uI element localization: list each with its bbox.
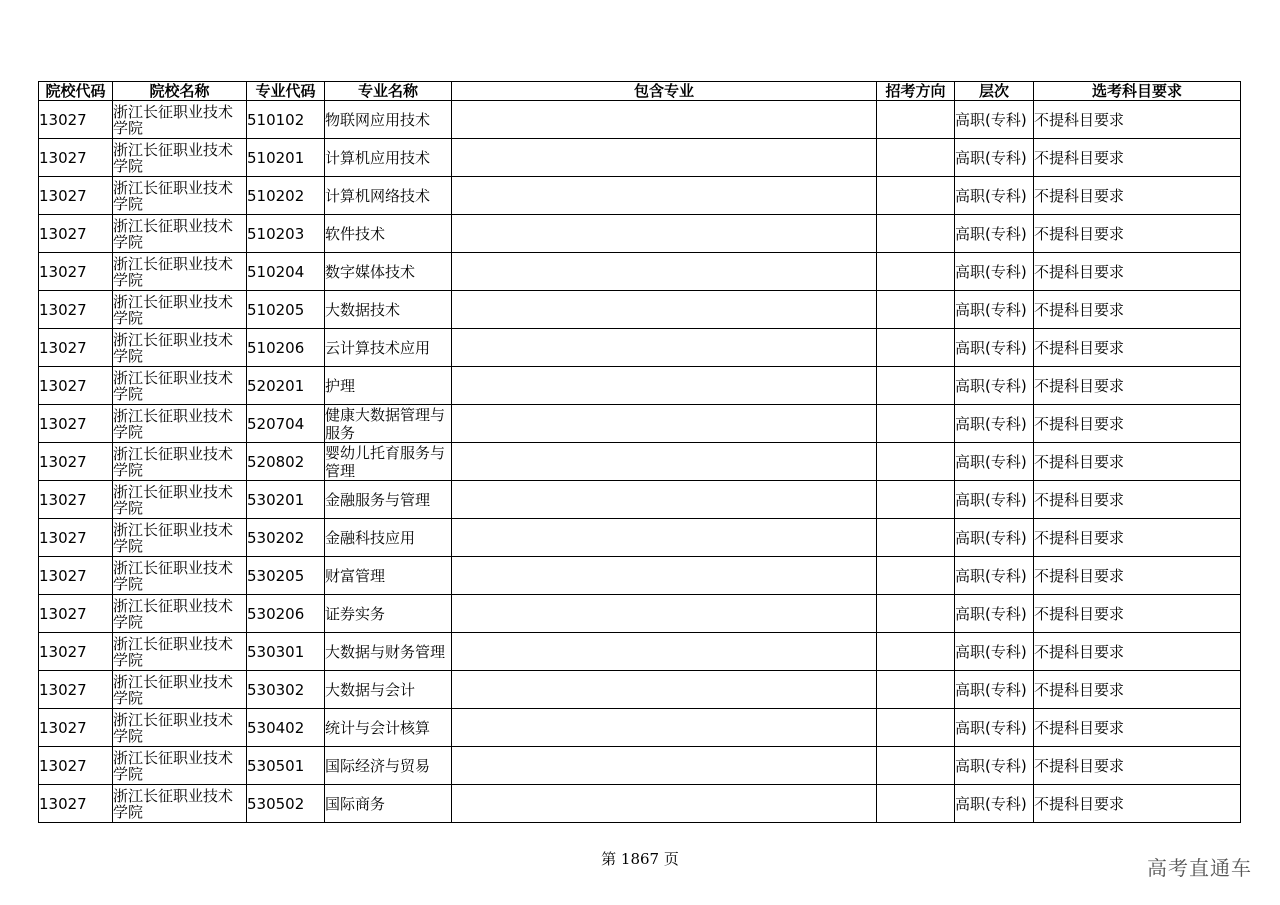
subject-requirement-cell: 不提科目要求 xyxy=(1034,709,1241,747)
school-name-cell: 浙江长征职业技术学院 xyxy=(113,253,247,291)
table-row xyxy=(39,367,1241,405)
school-code-cell: 13027 xyxy=(39,291,113,329)
school-name-cell: 浙江长征职业技术学院 xyxy=(113,557,247,595)
included-majors-cell xyxy=(452,101,877,139)
direction-cell xyxy=(877,671,955,709)
major-code-cell: 530501 xyxy=(247,747,325,785)
major-code-cell: 510205 xyxy=(247,291,325,329)
table-row xyxy=(39,177,1241,215)
school-code-cell: 13027 xyxy=(39,557,113,595)
major-name-cell: 婴幼儿托育服务与管理 xyxy=(325,443,452,481)
included-majors-cell xyxy=(452,329,877,367)
included-majors-cell xyxy=(452,633,877,671)
table-row xyxy=(39,709,1241,747)
subject-requirement-cell: 不提科目要求 xyxy=(1034,747,1241,785)
subject-requirement-cell: 不提科目要求 xyxy=(1034,481,1241,519)
table-row xyxy=(39,139,1241,177)
school-name-cell: 浙江长征职业技术学院 xyxy=(113,747,247,785)
school-code-cell: 13027 xyxy=(39,671,113,709)
major-name-cell: 大数据与会计 xyxy=(325,671,452,709)
included-majors-cell xyxy=(452,557,877,595)
level-cell: 高职(专科) xyxy=(955,709,1034,747)
major-code-cell: 530302 xyxy=(247,671,325,709)
level-cell: 高职(专科) xyxy=(955,101,1034,139)
included-majors-cell xyxy=(452,139,877,177)
school-code-cell: 13027 xyxy=(39,177,113,215)
major-name-cell: 物联网应用技术 xyxy=(325,101,452,139)
major-name-cell: 国际商务 xyxy=(325,785,452,823)
subject-requirement-cell: 不提科目要求 xyxy=(1034,177,1241,215)
subject-requirement-cell: 不提科目要求 xyxy=(1034,785,1241,823)
direction-cell xyxy=(877,481,955,519)
school-code-cell: 13027 xyxy=(39,481,113,519)
major-code-cell: 520201 xyxy=(247,367,325,405)
direction-cell xyxy=(877,329,955,367)
major-code-cell: 510102 xyxy=(247,101,325,139)
school-code-cell: 13027 xyxy=(39,519,113,557)
school-name-cell: 浙江长征职业技术学院 xyxy=(113,443,247,481)
major-name-cell: 证券实务 xyxy=(325,595,452,633)
direction-cell xyxy=(877,557,955,595)
major-code-cell: 530301 xyxy=(247,633,325,671)
major-code-cell: 530202 xyxy=(247,519,325,557)
level-cell: 高职(专科) xyxy=(955,519,1034,557)
included-majors-cell xyxy=(452,519,877,557)
level-cell: 高职(专科) xyxy=(955,595,1034,633)
major-name-cell: 云计算技术应用 xyxy=(325,329,452,367)
major-name-cell: 金融服务与管理 xyxy=(325,481,452,519)
school-name-cell: 浙江长征职业技术学院 xyxy=(113,595,247,633)
header-direction: 招考方向 xyxy=(877,82,955,101)
level-cell: 高职(专科) xyxy=(955,671,1034,709)
direction-cell xyxy=(877,291,955,329)
admissions-table xyxy=(38,81,1241,823)
subject-requirement-cell: 不提科目要求 xyxy=(1034,633,1241,671)
subject-requirement-cell: 不提科目要求 xyxy=(1034,557,1241,595)
school-name-cell: 浙江长征职业技术学院 xyxy=(113,177,247,215)
included-majors-cell xyxy=(452,215,877,253)
school-code-cell: 13027 xyxy=(39,139,113,177)
subject-requirement-cell: 不提科目要求 xyxy=(1034,519,1241,557)
subject-requirement-cell: 不提科目要求 xyxy=(1034,367,1241,405)
school-code-cell: 13027 xyxy=(39,709,113,747)
level-cell: 高职(专科) xyxy=(955,367,1034,405)
major-code-cell: 520704 xyxy=(247,405,325,443)
table-body xyxy=(39,101,1241,823)
included-majors-cell xyxy=(452,481,877,519)
school-name-cell: 浙江长征职业技术学院 xyxy=(113,139,247,177)
major-name-cell: 国际经济与贸易 xyxy=(325,747,452,785)
included-majors-cell xyxy=(452,177,877,215)
included-majors-cell xyxy=(452,785,877,823)
level-cell: 高职(专科) xyxy=(955,291,1034,329)
level-cell: 高职(专科) xyxy=(955,443,1034,481)
school-code-cell: 13027 xyxy=(39,253,113,291)
major-name-cell: 统计与会计核算 xyxy=(325,709,452,747)
level-cell: 高职(专科) xyxy=(955,405,1034,443)
subject-requirement-cell: 不提科目要求 xyxy=(1034,101,1241,139)
included-majors-cell xyxy=(452,291,877,329)
level-cell: 高职(专科) xyxy=(955,557,1034,595)
header-school-code: 院校代码 xyxy=(39,82,113,101)
direction-cell xyxy=(877,595,955,633)
direction-cell xyxy=(877,215,955,253)
header-subject-requirement: 选考科目要求 xyxy=(1034,82,1241,101)
level-cell: 高职(专科) xyxy=(955,253,1034,291)
subject-requirement-cell: 不提科目要求 xyxy=(1034,139,1241,177)
subject-requirement-cell: 不提科目要求 xyxy=(1034,291,1241,329)
direction-cell xyxy=(877,405,955,443)
school-name-cell: 浙江长征职业技术学院 xyxy=(113,709,247,747)
level-cell: 高职(专科) xyxy=(955,329,1034,367)
table-row xyxy=(39,557,1241,595)
table-row xyxy=(39,101,1241,139)
direction-cell xyxy=(877,253,955,291)
major-code-cell: 510203 xyxy=(247,215,325,253)
table-row xyxy=(39,291,1241,329)
level-cell: 高职(专科) xyxy=(955,785,1034,823)
table-row xyxy=(39,595,1241,633)
header-major-name: 专业名称 xyxy=(325,82,452,101)
major-code-cell: 530205 xyxy=(247,557,325,595)
direction-cell xyxy=(877,747,955,785)
watermark-text: 高考直通车 xyxy=(1147,856,1252,880)
major-name-cell: 计算机应用技术 xyxy=(325,139,452,177)
school-name-cell: 浙江长征职业技术学院 xyxy=(113,633,247,671)
major-name-cell: 数字媒体技术 xyxy=(325,253,452,291)
level-cell: 高职(专科) xyxy=(955,633,1034,671)
major-code-cell: 530502 xyxy=(247,785,325,823)
school-code-cell: 13027 xyxy=(39,747,113,785)
table-row xyxy=(39,405,1241,443)
school-name-cell: 浙江长征职业技术学院 xyxy=(113,405,247,443)
school-code-cell: 13027 xyxy=(39,443,113,481)
table-header-row xyxy=(39,82,1241,101)
table-row xyxy=(39,481,1241,519)
subject-requirement-cell: 不提科目要求 xyxy=(1034,329,1241,367)
table-row xyxy=(39,215,1241,253)
level-cell: 高职(专科) xyxy=(955,215,1034,253)
school-code-cell: 13027 xyxy=(39,633,113,671)
included-majors-cell xyxy=(452,405,877,443)
direction-cell xyxy=(877,709,955,747)
school-name-cell: 浙江长征职业技术学院 xyxy=(113,101,247,139)
major-code-cell: 510206 xyxy=(247,329,325,367)
subject-requirement-cell: 不提科目要求 xyxy=(1034,595,1241,633)
major-name-cell: 护理 xyxy=(325,367,452,405)
major-code-cell: 520802 xyxy=(247,443,325,481)
school-code-cell: 13027 xyxy=(39,215,113,253)
level-cell: 高职(专科) xyxy=(955,139,1034,177)
level-cell: 高职(专科) xyxy=(955,177,1034,215)
header-major-code: 专业代码 xyxy=(247,82,325,101)
major-code-cell: 530206 xyxy=(247,595,325,633)
school-code-cell: 13027 xyxy=(39,367,113,405)
table-row xyxy=(39,633,1241,671)
direction-cell xyxy=(877,785,955,823)
school-code-cell: 13027 xyxy=(39,785,113,823)
table-row xyxy=(39,253,1241,291)
subject-requirement-cell: 不提科目要求 xyxy=(1034,253,1241,291)
school-code-cell: 13027 xyxy=(39,101,113,139)
direction-cell xyxy=(877,443,955,481)
subject-requirement-cell: 不提科目要求 xyxy=(1034,215,1241,253)
level-cell: 高职(专科) xyxy=(955,481,1034,519)
included-majors-cell xyxy=(452,709,877,747)
school-name-cell: 浙江长征职业技术学院 xyxy=(113,329,247,367)
school-name-cell: 浙江长征职业技术学院 xyxy=(113,519,247,557)
major-name-cell: 健康大数据管理与服务 xyxy=(325,405,452,443)
major-name-cell: 财富管理 xyxy=(325,557,452,595)
major-code-cell: 530201 xyxy=(247,481,325,519)
header-included-majors: 包含专业 xyxy=(452,82,877,101)
table-row xyxy=(39,519,1241,557)
header-school-name: 院校名称 xyxy=(113,82,247,101)
direction-cell xyxy=(877,367,955,405)
level-cell: 高职(专科) xyxy=(955,747,1034,785)
major-name-cell: 计算机网络技术 xyxy=(325,177,452,215)
school-code-cell: 13027 xyxy=(39,595,113,633)
school-code-cell: 13027 xyxy=(39,405,113,443)
school-code-cell: 13027 xyxy=(39,329,113,367)
direction-cell xyxy=(877,139,955,177)
subject-requirement-cell: 不提科目要求 xyxy=(1034,443,1241,481)
direction-cell xyxy=(877,519,955,557)
major-code-cell: 510202 xyxy=(247,177,325,215)
major-name-cell: 大数据与财务管理 xyxy=(325,633,452,671)
subject-requirement-cell: 不提科目要求 xyxy=(1034,405,1241,443)
included-majors-cell xyxy=(452,595,877,633)
included-majors-cell xyxy=(452,253,877,291)
table-row xyxy=(39,671,1241,709)
included-majors-cell xyxy=(452,671,877,709)
table-row xyxy=(39,329,1241,367)
school-name-cell: 浙江长征职业技术学院 xyxy=(113,215,247,253)
school-name-cell: 浙江长征职业技术学院 xyxy=(113,785,247,823)
header-level: 层次 xyxy=(955,82,1034,101)
included-majors-cell xyxy=(452,443,877,481)
school-name-cell: 浙江长征职业技术学院 xyxy=(113,481,247,519)
major-code-cell: 510204 xyxy=(247,253,325,291)
included-majors-cell xyxy=(452,747,877,785)
table-row xyxy=(39,785,1241,823)
direction-cell xyxy=(877,633,955,671)
school-name-cell: 浙江长征职业技术学院 xyxy=(113,291,247,329)
major-name-cell: 大数据技术 xyxy=(325,291,452,329)
table-row xyxy=(39,747,1241,785)
major-code-cell: 510201 xyxy=(247,139,325,177)
major-name-cell: 软件技术 xyxy=(325,215,452,253)
page-number: 第 1867 页 xyxy=(601,850,679,868)
school-name-cell: 浙江长征职业技术学院 xyxy=(113,671,247,709)
direction-cell xyxy=(877,101,955,139)
major-name-cell: 金融科技应用 xyxy=(325,519,452,557)
subject-requirement-cell: 不提科目要求 xyxy=(1034,671,1241,709)
major-code-cell: 530402 xyxy=(247,709,325,747)
included-majors-cell xyxy=(452,367,877,405)
school-name-cell: 浙江长征职业技术学院 xyxy=(113,367,247,405)
table-row xyxy=(39,443,1241,481)
direction-cell xyxy=(877,177,955,215)
